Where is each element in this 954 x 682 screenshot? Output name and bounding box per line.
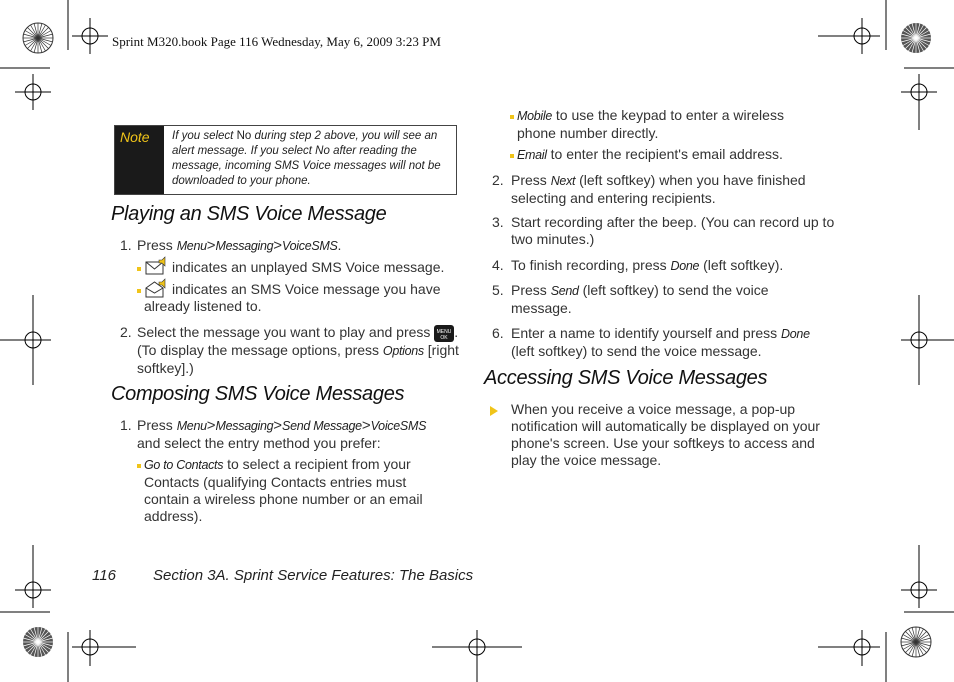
step-number: 6. [492, 325, 504, 341]
heading-playing: Playing an SMS Voice Message [111, 203, 387, 225]
svg-text:OK: OK [440, 334, 448, 341]
step-number: 2. [120, 324, 132, 340]
svg-text:MENU: MENU [436, 328, 452, 335]
envelope-speaker-icon [145, 256, 167, 276]
bullet-go-to-contacts: Go to Contacts to select a recipient from your Contacts (qualifying Contacts entries must contain a wireless phone number or an email address). [144, 456, 423, 524]
right-step-5: Press Send (left softkey) to send the voice message. [511, 282, 769, 316]
heading-composing: Composing SMS Voice Messages [111, 383, 405, 405]
bullet-played-text: indicates an SMS Voice message you have already listened to. [144, 281, 441, 314]
step-number: 1. [120, 417, 132, 433]
step-number: 3. [492, 214, 504, 230]
playing-step-1: Press Menu>Messaging>VoiceSMS. [137, 237, 342, 254]
right-step-3: Start recording after the beep. (You can record up to two minutes.) [511, 214, 835, 247]
arrow-bullet-icon [490, 406, 498, 416]
accessing-text: When you receive a voice message, a pop-up notification will automatically be displayed on your phone's screen. Use your softkeys to access and play the voice message. [511, 401, 820, 468]
footer-section-title: Section 3A. Sprint Service Features: The Basics [153, 567, 474, 584]
bullet-marker [137, 289, 141, 293]
bullet-marker [137, 464, 141, 468]
right-step-2: Press Next (left softkey) when you have finished selecting and entering recipients. [511, 172, 806, 206]
note-label: Note [120, 129, 150, 145]
book-header: Sprint M320.book Page 116 Wednesday, May 6, 2009 3:23 PM [112, 34, 441, 49]
page-number: 116 [92, 567, 116, 584]
playing-step-2: Select the message you want to play and press MENU OK . (To display the message options, press Options [right softkey].) [137, 324, 459, 376]
bullet-marker [510, 154, 514, 158]
step-number: 5. [492, 282, 504, 298]
bullet-unplayed-text: indicates an unplayed SMS Voice message. [172, 259, 445, 275]
bullet-marker [137, 267, 141, 271]
step-number: 4. [492, 257, 504, 273]
right-step-6: Enter a name to identify yourself and press Done (left softkey) to send the voice message. [511, 325, 810, 359]
composing-step-1: Press Menu>Messaging>Send Message>VoiceSMS and select the entry method you prefer: [137, 417, 427, 451]
note-text: If you select No during step 2 above, you will see an alert message. If you select No after reading the message, incoming SMS Voice messages will not be downloaded to your phone. [172, 130, 441, 187]
menu-ok-key-icon [434, 325, 454, 342]
note-box [114, 125, 457, 195]
step-number: 2. [492, 172, 504, 188]
bullet-mobile: Mobile to use the keypad to enter a wireless phone number directly. [517, 107, 784, 141]
step-number: 1. [120, 237, 132, 253]
bullet-email: Email to enter the recipient's email address. [517, 146, 783, 162]
right-step-4: To finish recording, press Done (left softkey). [511, 257, 784, 273]
heading-accessing: Accessing SMS Voice Messages [484, 367, 768, 389]
bullet-marker [510, 115, 514, 119]
note-tab [115, 126, 164, 194]
